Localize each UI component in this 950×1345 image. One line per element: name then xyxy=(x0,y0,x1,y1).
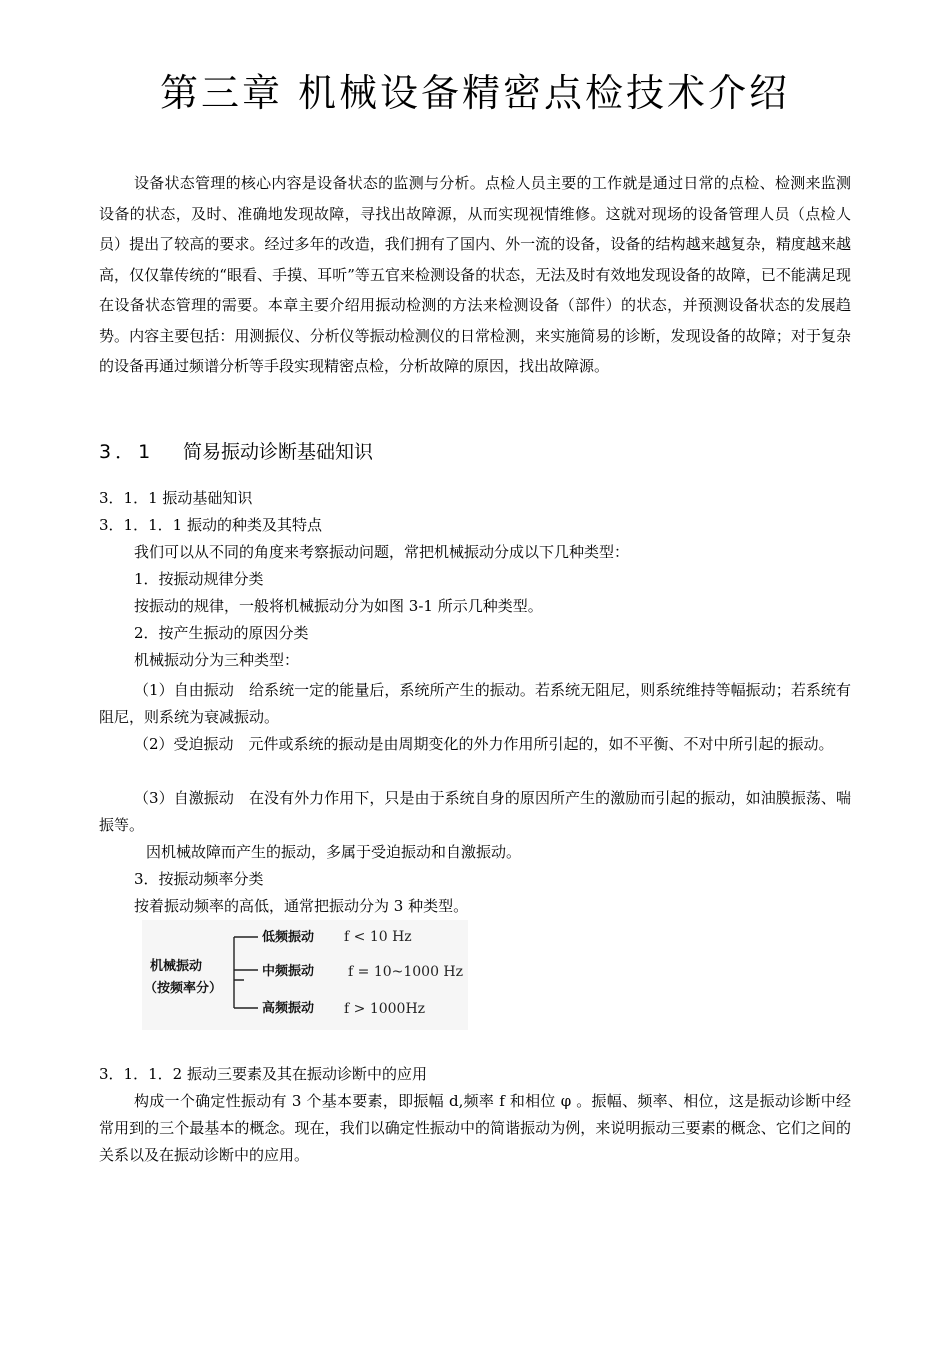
paragraph-forced-vibration: （2）受迫振动 元件或系统的振动是由周期变化的外力作用所引起的，如不平衡、不对中所引起的振动。 xyxy=(134,735,834,753)
diagram-high-frequency-formula: f > 1000Hz xyxy=(344,1001,426,1017)
list-item-by-cause: 2．按产生振动的原因分类 xyxy=(134,624,309,642)
diagram-bracket xyxy=(234,937,244,1008)
list-item-by-frequency: 3．按振动频率分类 xyxy=(134,870,264,888)
diagram-low-frequency-label: 低频振动 xyxy=(262,930,315,945)
diagram-root-sublabel: （按频率分） xyxy=(144,981,223,996)
paragraph-fault-vibration: 因机械故障而产生的振动，多属于受迫振动和自激振动。 xyxy=(146,843,522,861)
diagram-low-frequency-formula: f < 10 Hz xyxy=(344,929,412,945)
subsection-heading-3-1-1-2: 3．1．1．2 振动三要素及其在振动诊断中的应用 xyxy=(99,1065,427,1083)
list-item-by-law: 1．按振动规律分类 xyxy=(134,570,264,588)
diagram-mid-frequency-label: 中频振动 xyxy=(262,964,315,979)
diagram-mid-frequency-formula: f = 10~1000 Hz xyxy=(348,964,464,980)
paragraph-three-elements: 构成一个确定性振动有 3 个基本要素，即振幅 d,频率 f 和相位 φ 。振幅、频率、相位，这是振动诊断中经常用到的三个最基本的概念。现在，我们以确定性振动中的简谐振动为例，来说明振动三要素的概念、它们之间的关系以及在振动诊断中的应用。 xyxy=(99,1092,851,1164)
diagram-root-label: 机械振动 xyxy=(150,959,203,974)
paragraph-self-excited-vibration: （3）自激振动 在没有外力作用下，只是由于系统自身的原因所产生的激励而引起的振动，如油膜振荡、喘振等。 xyxy=(99,789,851,834)
section-heading-3-1 xyxy=(99,437,373,467)
subsection-heading-3-1-1: 3．1．1 振动基础知识 xyxy=(99,489,253,507)
subsection-heading-3-1-1-1: 3．1．1．1 振动的种类及其特点 xyxy=(99,516,322,534)
paragraph-three-types: 机械振动分为三种类型： xyxy=(134,651,300,669)
classification-tree-svg xyxy=(142,920,468,1030)
section-title: 简易振动诊断基础知识 xyxy=(183,441,374,463)
diagram-high-frequency-label: 高频振动 xyxy=(262,1001,315,1016)
paragraph-by-law: 按振动的规律，一般将机械振动分为如图 3-1 所示几种类型。 xyxy=(134,597,543,615)
intro-paragraph: 设备状态管理的核心内容是设备状态的监测与分析。点检人员主要的工作就是通过日常的点检、检测来监测设备的状态，及时、准确地发现故障，寻找出故障源，从而实现视情维修。这就对现场的设备管理人员（点检人员）提出了较高的要求。经过多年的改造，我们拥有了国内、外一流的设备，设备的结构越来越复杂，精度越来越高，仅仅靠传统的“眼看、手摸、耳听”等五官来检测设备的状态，无法及时有效地发现设备的故障，已不能满足现在设备状态管理的需要。本章主要介绍用振动检测的方法来检测设备（部件）的状态，并预测设备状态的发展趋势。内容主要包括：用测振仪、分析仪等振动检测仪的日常检测，来实施简易的诊断，发现设备的故障；对于复杂的设备再通过频谱分析等手段实现精密点检，分析故障的原因，找出故障源。 xyxy=(99,174,851,375)
chapter-title: 第三章 机械设备精密点检技术介绍 xyxy=(159,71,791,115)
frequency-classification-diagram xyxy=(142,920,468,1030)
section-number: 3．1 xyxy=(99,441,155,463)
paragraph-by-frequency: 按着振动频率的高低，通常把振动分为 3 种类型。 xyxy=(134,897,469,915)
paragraph-free-vibration: （1）自由振动 给系统一定的能量后，系统所产生的振动。若系统无阻尼，则系统维持等幅振动；若系统有阻尼，则系统为衰减振动。 xyxy=(99,681,851,726)
diagram-branch-lines xyxy=(234,937,258,1008)
paragraph-vibration-types: 我们可以从不同的角度来考察振动问题，常把机械振动分成以下几种类型： xyxy=(134,543,630,561)
